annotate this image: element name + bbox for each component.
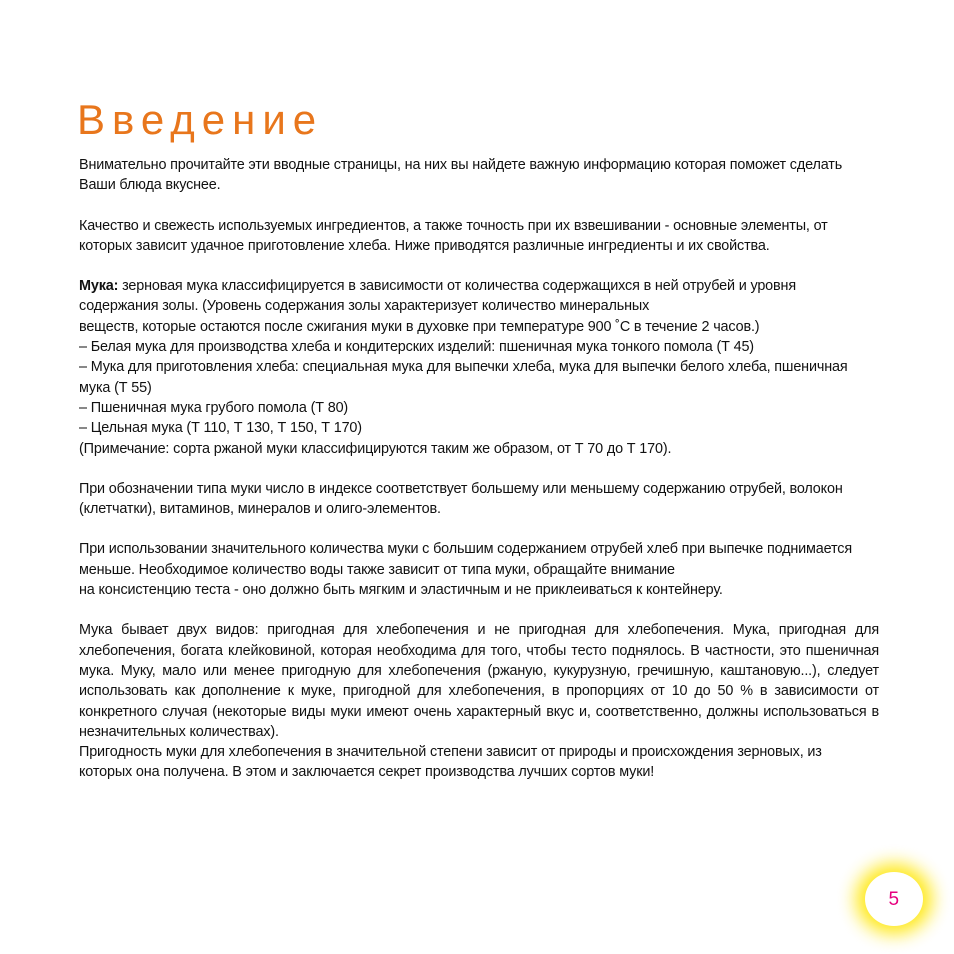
paragraph-quality [79, 216, 879, 257]
flour-definition-line-2: содержания золы. (Уровень содержания золы характеризует количество минеральных [79, 298, 650, 315]
paragraph-intro [79, 155, 879, 196]
page-title: Введение [77, 96, 324, 144]
index-line-2: (клетчатки), витаминов, минералов и олиго-элементов. [79, 501, 441, 518]
quality-line-2: которых зависит удачное приготовление хлеба. Ниже приводятся различные ингредиенты и их свойства. [79, 237, 770, 254]
suitability-line-2: которых она получена. В этом и заключается секрет производства лучших сортов муки! [79, 764, 655, 781]
flour-definition-line-3: веществ, которые остаются после сжигания муки в духовке при температуре 900 ˚C в течение 2 часов.) [79, 318, 760, 335]
flour-list-item-2-line-1: – Мука для приготовления хлеба: специальная мука для выпечки хлеба, мука для выпечки белого хлеба, пшеничная [79, 359, 848, 376]
flour-list-item-4: – Цельная мука (Т 110, Т 130, Т 150, Т 170) [79, 420, 362, 437]
paragraph-index-meaning [79, 479, 879, 520]
suitability-line-1: Пригодность муки для хлебопечения в значительной степени зависит от природы и происхождения зерновых, из [79, 744, 822, 761]
index-line-1: При обозначении типа муки число в индексе соответствует большему или меньшему содержанию отрубей, волокон [79, 480, 843, 497]
flour-list-item-2-line-2: мука (Т 55) [79, 379, 152, 396]
flour-lead-label: Мука: [79, 278, 119, 295]
flour-note-line: (Примечание: сорта ржаной муки классифицируются таким же образом, от Т 70 до Т 170). [79, 440, 672, 457]
document-body [79, 155, 879, 783]
quality-line-1: Качество и свежесть используемых ингредиентов, а также точность при их взвешивании - основные элементы, от [79, 217, 828, 234]
usage-line-3: на консистенцию теста - оно должно быть мягким и эластичным и не приклеиваться к контейнеру. [79, 582, 723, 599]
usage-line-2: меньше. Необходимое количество воды также зависит от типа муки, обращайте внимание [79, 561, 675, 578]
paragraph-suitability [79, 742, 879, 783]
paragraph-flour-types: Мука бывает двух видов: пригодная для хлебопечения и не пригодная для хлебопечения. Мука, пригодная для хлебопечения, богата клейковиной, которая необходима для того, чтобы тесто поднялось. В частности, это пшеничная мука. Муку, мало или менее пригодную для хлебопечения (ржаную, кукурузную, гречишную, каштановую...), следует использовать как дополнение к муке, пригодной для хлебопечения, в пропорциях от 10 до 50 % в зависимости от конкретного случая (некоторые виды муки имеют очень характерный вкус и, соответственно, должны использоваться в незначительных количествах). [79, 622, 879, 740]
badge-core-circle [865, 872, 923, 926]
paragraph-flour-note [79, 439, 879, 459]
flour-type-list [79, 337, 879, 438]
flour-definition-text: зерновая мука классифицируется в зависимости от количества содержащихся в ней отрубей и уровня [118, 278, 796, 295]
flour-list-item-3: – Пшеничная мука грубого помола (Т 80) [79, 399, 349, 416]
intro-line-2: Ваши блюда вкуснее. [79, 177, 221, 194]
paragraph-usage [79, 539, 879, 600]
usage-line-1: При использовании значительного количества муки с большим содержанием отрубей хлеб при выпечке поднимается [79, 541, 852, 558]
paragraph-flour-definition [79, 276, 879, 337]
flour-definition-line-1 [79, 276, 879, 296]
flour-list-item-1: – Белая мука для производства хлеба и кондитерских изделий: пшеничная мука тонкого помола (Т 45) [79, 339, 754, 356]
intro-line-1: Внимательно прочитайте эти вводные страницы, на них вы найдете важную информацию которая поможет сделать [79, 157, 843, 173]
page-number-badge [856, 864, 932, 934]
page-number-value: 5 [888, 888, 900, 910]
